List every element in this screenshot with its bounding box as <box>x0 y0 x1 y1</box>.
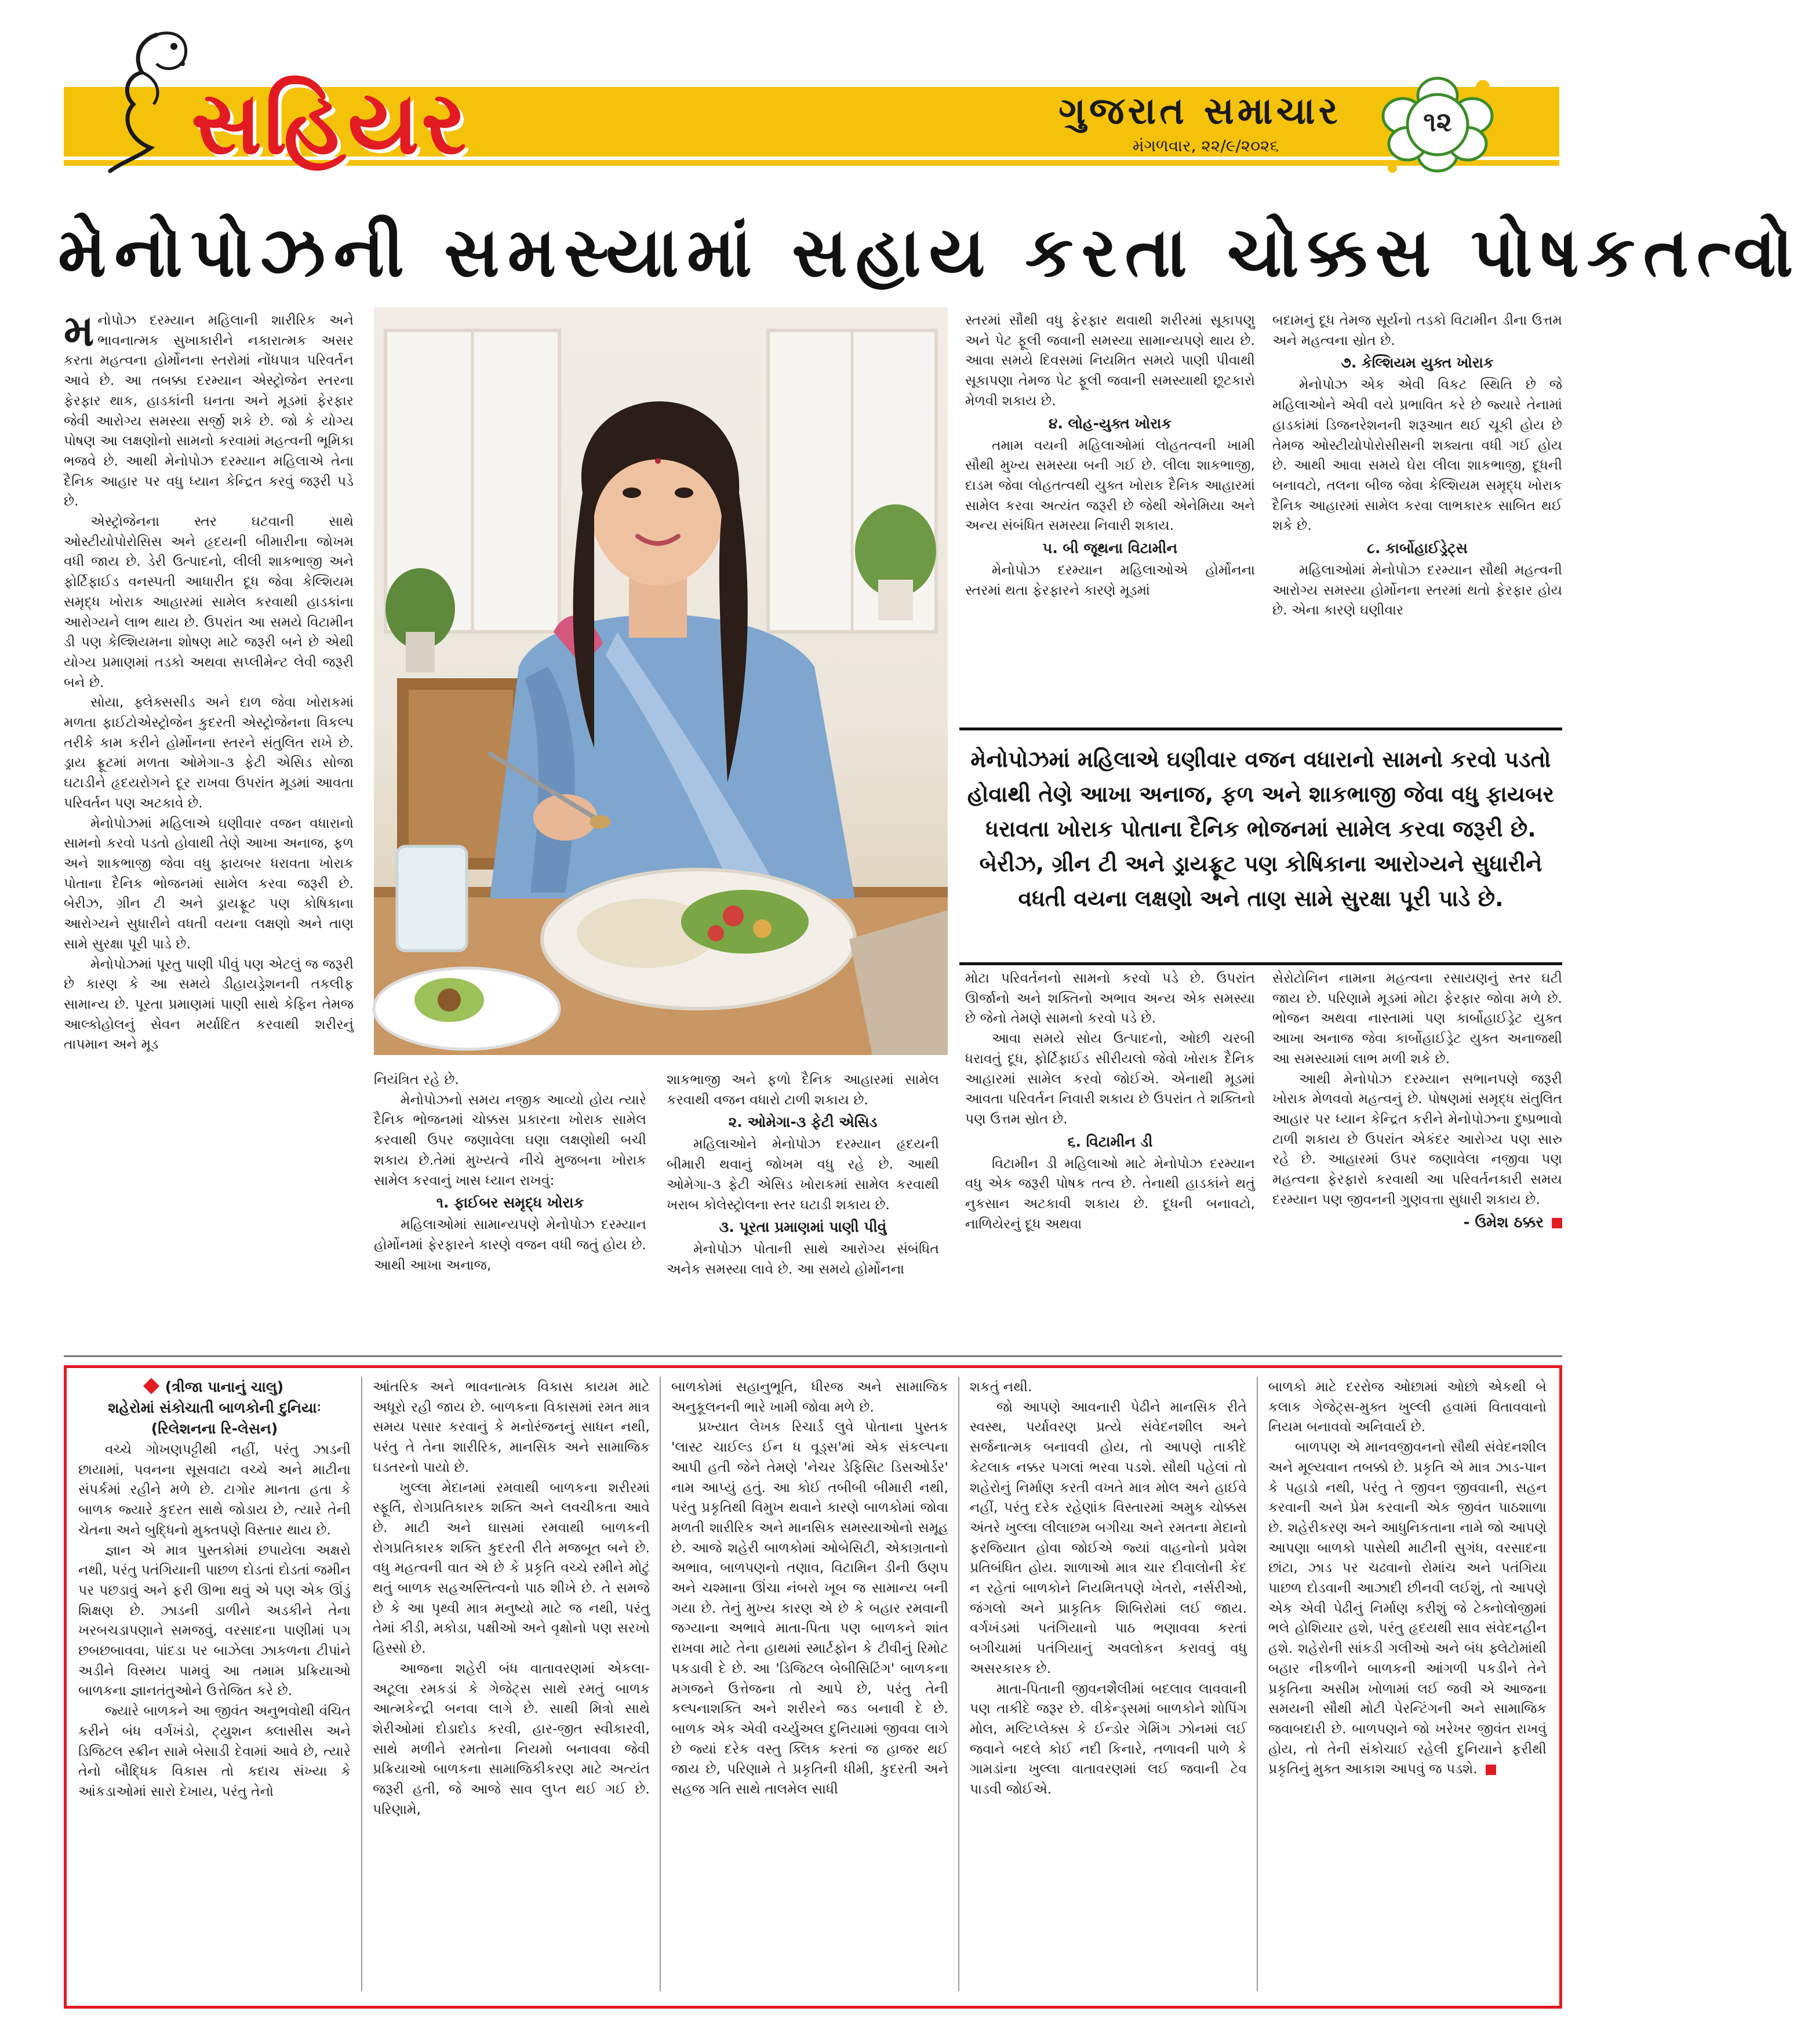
section-divider <box>64 1355 1562 1357</box>
article-column-5-bottom <box>1272 968 1562 1368</box>
article-paragraph: મેનોપોઝનો સમય નજીક આવ્યો હોય ત્યારે દૈનિક ભોજનમાં ચોક્કસ પ્રકારના ખોરાક સામેલ કરવાથી ઉપર જણાવેલા ઘણા લક્ષણોથી બચી શકાય છે.તેમાં મુખ્યત્વે નીચે મુજબના ખોરાક સામેલ કરવાનું ખાસ ધ્યાન રાખવું: <box>374 1091 646 1188</box>
article-paragraph: મેનોપોઝમાં પૂરતુ પાણી પીવું પણ એટલું જ જરૂરી છે કારણ કે આ સમયે ડીહાયડ્રેશનની તકલીફ સામાન્ય છે. પૂરતા પ્રમાણમાં પાણી સાથે કેફિન તેમજ આલ્કોહોલનું સેવન મર્યાદિત કરવાથી શરીરનું તાપમાન અને મૂડ <box>64 955 354 1053</box>
article-paragraph: સોયા, ફ્લેક્સસીડ અને દાળ જેવા ખોરાકમાં મળતા ફાઈટોએસ્ટ્રોજેન કુદરતી એસ્ટ્રોજેનના વિકલ્પ તરીકે કામ કરીને હોર્મોનના સ્તરને સંતુલિત રાખે છે. ડ્રાય ફ્રૂટમાં મળતા ઓમેગા-૩ ફેટી એસિડ સોજા ઘટાડીને હૃદયરોગને દૂર રાખવા ઉપરાંત મૂડમાં આવતા પરિવર્તન પણ અટકાવે છે. <box>64 694 354 811</box>
woman-eating-salad-illustration-icon <box>374 307 948 1055</box>
article-paragraph: આવા સમયે સોય ઉત્પાદનો, ઓછી ચરબી ધરાવતું દૂધ, ફોર્ટિફાઈડ સીરીયલો જેવો ખોરાક દૈનિક આહારમાં સામેલ કરવો જોઈએ. એનાથી મૂડમાં આવતા પરિવર્તન નિવારી શકાય છે ઉપરાંત તે શક્તિનો પણ ઉત્તમ સ્રોત છે. <box>965 1030 1255 1127</box>
article-paragraph: આજના શહેરી બંધ વાતાવરણમાં એકલા-અટૂલા રમકડાં કે ગેજેટ્સ સાથે રમતું બાળક આત્મકેન્દ્રી બનવા લાગે છે. સાથી મિત્રો સાથે શેરીઓમાં દોડાદોડ કરવી, હાર-જીત સ્વીકારવી, સાથે મળીને રમતોના નિયમો બનાવવા જેવી પ્રક્રિયાઓ બાળકના સામાજિકીકરણ માટે અત્યંત જરૂરી હતી, જે આજે સાવ લુપ્ત થઈ ગઈ છે. પરિણામે, <box>373 1660 650 1817</box>
article-paragraph: મહિલાઓને મેનોપોઝ દરમ્યાન હૃદયની બીમારી થવાનું જોખમ વધુ રહે છે. આથી ઓમેગા-૩ ફેટી એસિડ ખોરાકમાં સામેલ કરવાથી ખરાબ કોલેસ્ટ્રોલના સ્તર ઘટાડી શકાય છે. <box>667 1136 939 1213</box>
continued-column-1 <box>78 1377 351 1994</box>
column-divider <box>958 1377 959 1991</box>
article-paragraph: વિટામીન ડી મહિલાઓ માટે મેનોપોઝ દરમ્યાન વધુ એક જરૂરી પોષક તત્વ છે. તેનાથી હાડકાંને થતું નુકસાન અટકાવી શકાય છે. દૂધની બનાવટો, નાળિયેરનું દૂધ અથવા <box>965 1155 1255 1232</box>
article-paragraph: માતા-પિતાની જીવનશૈલીમાં બદલાવ લાવવાની પણ તાકીદે જરૂર છે. વીકેન્ડ્સમાં બાળકોને શોપિંગ મોલ, મલ્ટિપ્લેક્સ કે ઈન્ડોર ગેમિંગ ઝોનમાં લઈ જવાને બદલે કોઈ નદી કિનારે, તળાવની પાળે કે ગામડાંના ખુલ્લા વાતાવરણમાં લઈ જવાની ટેવ પાડવી જોઈએ. <box>970 1680 1247 1798</box>
article-headline: મેનોપોઝની સમસ્યામાં સહાય કરતા ચોક્કસ પોષકતત્વો <box>58 212 1801 292</box>
article-paragraph: સેરોટોનિન નામના મહત્વના રસાયણનું સ્તર ઘટી જાય છે. પરિણામે મૂડમાં મોટા ફેરફાર જોવા મળે છે. ભોજન અથવા નાસ્તામાં પણ કાર્બોહાઈડ્રેટ યુક્ત આખા અનાજ જેવા કાર્બોહાઈડ્રેટ યુક્ત અનાજથી આ સમસ્યામાં લાભ મળી શકે છે. <box>1272 970 1562 1067</box>
masthead <box>0 0 1623 191</box>
article-paragraph: મનોપોઝ દરમ્યાન મહિલાની શારીરિક અને ભાવનાત્મક સુખાકારીને નકારાત્મક અસર કરતા મહત્વના હોર્મોનના સ્તરોમાં નોંધપાત્ર પરિવર્તન આવે છે. આ તબક્કા દરમ્યાન એસ્ટ્રોજેન સ્તરના ફેરફાર થાક, હાડકાંની ઘનતા અને મૂડમાં ફેરફાર જેવી આરોગ્ય સમસ્યા સર્જી શકે છે. જો કે યોગ્ય પોષણ આ લક્ષણોનો સામનો કરવામાં મહત્વની ભૂમિકા ભજવે છે. આથી મેનોપોઝ દરમ્યાન મહિલાએ તેના દૈનિક આહાર પર વધુ ધ્યાન કેન્દ્રિત કરવું જરૂરી પડે છે. <box>64 306 354 510</box>
article-paragraph: બાળકો માટે દરરોજ ઓછામાં ઓછો એકથી બે કલાક ગેજેટ્સ-મુક્ત ખુલ્લી હવામાં વિતાવવાનો નિયમ બનાવવો અનિવાર્ય છે. <box>1268 1379 1547 1435</box>
continued-label: (ત્રીજા પાનાનું ચાલુ) <box>78 1377 351 1398</box>
article-paragraph: ખુલ્લા મેદાનમાં રમવાથી બાળકના શરીરમાં સ્ફૂર્તિ, રોગપ્રતિકારક શક્તિ અને લવચીકતા આવે છે. માટી અને ઘાસમાં રમવાથી બાળકની રોગપ્રતિકારક શક્તિ કુદરતી રીતે મજબૂત બને છે. વધુ મહત્વની વાત એ છે કે પ્રકૃતિ વચ્ચે રમીને મોટું થતું બાળક સહઅસ્તિત્વનો પાઠ શીખે છે. તે સમજે છે કે આ પૃથ્વી માત્ર મનુષ્યો માટે જ નથી, પરંતુ તેમાં કીડી, મકોડા, પક્ષીઓ અને વૃક્ષોનો પણ સરખો હિસ્સો છે. <box>373 1479 650 1657</box>
section-heading: ૫. બી જૂથના વિટામીન <box>1042 540 1178 557</box>
section-heading: ૮. કાર્બોહાઈડ્રેટ્સ <box>1367 540 1468 557</box>
article-paragraph: આંતરિક અને ભાવનાત્મક વિકાસ કાયમ માટે અધૂરો રહી જાય છે. બાળકના વિકાસમાં રમત માત્ર સમય પસાર કરવાનું કે મનોરંજનનું સાધન નથી, પરંતુ તે તેના શારીરિક, માનસિક અને સામાજિક ઘડતરનો પાયો છે. <box>373 1379 650 1475</box>
publication-date: મંગળવાર, ૨૨/૯/૨૦૨૬ <box>1132 136 1279 155</box>
article-paragraph: વચ્ચે ગોખણપટ્ટીથી નહીં, પરંતુ ઝાડની છાયામાં, પવનના સૂસવાટા વચ્ચે અને માટીના સંપર્કમાં રહીને મળે છે. ટાગોર માનતા હતા કે બાળક જ્યારે કુદરત સાથે જોડાય છે, ત્યારે તેની ચેતના અને બુદ્ધિનો મુક્તપણે વિસ્તાર થાય છે. <box>78 1441 351 1538</box>
article-column-3 <box>667 1070 939 1371</box>
article-paragraph: મેનોપોઝ દરમ્યાન મહિલાઓએ હોર્મોનના સ્તરમાં થતા ફેરફારને કારણે મૂડમાં <box>965 562 1255 598</box>
article-paragraph: મેનોપોઝ એક એવી વિકટ સ્થિતિ છે જે મહિલાઓને એવી વયે પ્રભાવિત કરે છે જ્યારે તેનામાં હાડકાંમાં ડિજનરેશનની શરૂઆત થઈ ચૂકી હોય છે તેમજ ઓસ્ટીયોપોરોસીસની શક્યતા વધી ગઈ હોય છે. આથી આવા સમયે ઘેરા લીલા શાકભાજી, દૂધની બનાવટો, તલના બીજ જેવા કેલ્શિયમ સમૃદ્ધ ખોરાક દૈનિક આહારમાં સામેલ કરવા લાભકારક સાબિત થઈ શકે છે. <box>1272 376 1562 534</box>
article-paragraph: બાળકોમાં સહાનુભૂતિ, ધીરજ અને સામાજિક અનુકૂલનની ભારે ખામી જોવા મળે છે. <box>671 1379 948 1415</box>
article-column-1 <box>64 306 354 1374</box>
woman-silhouette-logo-icon <box>87 23 197 174</box>
continued-subtitle: (રિલેશનના રિ-લેસન) <box>151 1420 278 1437</box>
section-heading: ૨. ઓમેગા-૩ ફેટી એસિડ <box>728 1114 878 1131</box>
article-paragraph: બદામનું દૂધ તેમજ સૂર્યનો તડકો વિટામીન ડીના ઉત્તમ અને મહત્વના સ્રોત છે. <box>1272 312 1562 348</box>
page-number: ૧૨ <box>1423 106 1452 137</box>
article-paragraph: એસ્ટ્રોજેનના સ્તર ઘટવાની સાથે ઓસ્ટીયોપોરોસિસ અને હૃદયની બીમારીના જોખમ વધી જાય છે. ડેરી ઉત્પાદનો, લીલી શાકભાજી અને ફોર્ટિફાઈડ વનસ્પતી આધારીત દૂધ જેવા કેલ્શિયમ સમૃદ્ધ ખોરાક આહારમાં સામેલ કરવાથી હાડકાંના આરોગ્યને લાભ થાય છે. ઉપરાંત આ સમયે વિટામીન ડી પણ કેલ્શિયમના શોષણ માટે જરૂરી બને છે એથી યોગ્ય પ્રમાણમાં તડકો અથવા સપ્લીમેન્ટ લેવી જરૂરી બને છે. <box>64 513 354 690</box>
article-paragraph: જ્ઞાન એ માત્ર પુસ્તકોમાં છપાયેલા અક્ષરો નથી, પરંતુ પતંગિયાની પાછળ દોડતાં દોડતાં જમીન પર પછડાવું અને ફરી ઊભા થવું એ પણ એક ઊંડું શિક્ષણ છે. ઝાડની ડાળીને અડકીને તેના ખરબચડાપણાને સમજવું, વરસાદના પાણીમાં પગ છબછબાવવા, પાંદડા પર બાઝેલા ઝાકળના ટીપાંને અડીને વિસ્મય પામવું આ તમામ પ્રક્રિયાઓ બાળકના જ્ઞાનતંતુઓને ઉત્તેજિત કરે છે. <box>78 1541 351 1699</box>
pull-quote-text: મેનોપોઝમાં મહિલાએ ઘણીવાર વજન વધારાનો સામનો કરવો પડતો હોવાથી તેણે આખા અનાજ, ફળ અને શાકભાજી જેવા વધુ ફાયબર ધરાવતા ખોરાક પોતાના દૈનિક ભોજનમાં સામેલ કરવા જરૂરી છે. બેરીઝ, ગ્રીન ટી અને ડ્રાયફ્રૂટ પણ કોષિકાના આરોગ્યને સુધારીને વધતી વયના લક્ષણો અને તાણ સામે સુરક્ષા પૂરી પાડે છે. <box>967 747 1555 911</box>
article-paragraph: મેનોપોઝ પોતાની સાથે આરોગ્ય સંબંધિત અનેક સમસ્યા લાવે છે. આ સમયે હોર્મોનના <box>667 1241 939 1277</box>
article-paragraph: મેનોપોઝમાં મહિલાએ ઘણીવાર વજન વધારાનો સામનો કરવો પડતો હોવાથી તેણે આખા અનાજ, ફળ અને શાકભાજી જેવા વધુ ફાયબર ધરાવતા ખોરાક પોતાના દૈનિક ભોજનમાં સામેલ કરવા જરૂરી છે. બેરીઝ, ગ્રીન ટી અને ડ્રાયફ્રૂટ પણ કોષિકાના આરોગ્યને સુધારીને વધતી વયના લક્ષણો અને તાણ સામે સુરક્ષા પૂરી પાડે છે. <box>64 814 354 952</box>
article-column-4-top <box>965 310 1255 719</box>
article-column-4-bottom <box>965 968 1255 1368</box>
article-paragraph: શાકભાજી અને ફળો દૈનિક આહારમાં સામેલ કરવાથી વજન વધારો ટાળી શકાય છે. <box>667 1071 939 1108</box>
continued-column-4 <box>970 1377 1247 1994</box>
article-paragraph: જ્યારે બાળકને આ જીવંત અનુભવોથી વંચિત કરીને બંધ વર્ગખંડો, ટ્યુશન ક્લાસીસ અને ડિજિટલ સ્ક્રીન સામે બેસાડી દેવામાં આવે છે, ત્યારે તેનો બૌદ્ધિક વિકાસ તો કદાચ સંખ્યા કે આંકડાઓમાં સારો દેખાય, પરંતુ તેનો <box>78 1703 351 1799</box>
article-paragraph: મહિલાઓમાં મેનોપોઝ દરમ્યાન સૌથી મહત્વની આરોગ્ય સમસ્યા હોર્મોનના સ્તરમાં થતો ફેરફાર હોય છે. એના કારણે ઘણીવાર <box>1272 562 1562 619</box>
author-byline: - ઉમેશ ઠક્કર <box>1272 1213 1562 1233</box>
article-paragraph: શકતું નથી. <box>970 1379 1032 1395</box>
article-paragraph: બાળપણ એ માનવજીવનનો સૌથી સંવેદનશીલ અને મૂલ્યવાન તબક્કો છે. પ્રકૃતિ એ માત્ર ઝાડ-પાન કે પહાડો નથી, પરંતુ તે જીવન જીવવાની, સહન કરવાની અને પ્રેમ કરવાની એક જીવંત પાઠશાળા છે. શહેરીકરણ અને આધુનિકતાના નામે જો આપણે આપણા બાળકો પાસેથી માટીની સુગંધ, વરસાદના છાંટા, ઝાડ પર ચઢવાનો રોમાંચ અને પતંગિયા પાછળ દોડવાની આઝાદી છીનવી લઈશું, તો આપણે એક એવી પેઢીનું નિર્માણ કરીશું જે ટેક્નોલોજીમાં ભલે હોશિયાર હશે, પરંતુ હૃદયથી સાવ સંવેદનહીન હશે. શહેરોની સાંકડી ગલીઓ અને બંધ ફ્લેટોમાંથી બહાર નીકળીને બાળકની આંગળી પકડીને તેને પ્રકૃતિના અસીમ ખોળામાં લઈ જવી એ આજના સમયની સૌથી મોટી પેરન્ટિંગની અને સામાજિક જવાબદારી છે. બાળપણને જો ખરેખર જીવંત રાખવું હોય, તો તેની સંકોચાઈ રહેલી દુનિયાને ફરીથી પ્રકૃતિનું મુક્ત આકાશ આપવું જ પડશે. <box>1268 1439 1547 1777</box>
continued-column-3 <box>671 1377 948 1994</box>
article-column-2 <box>374 1070 646 1371</box>
article-column-5-top <box>1272 310 1562 719</box>
newspaper-name: ગુજરાત સમાચાર <box>1058 90 1341 133</box>
article-paragraph: જો આપણે આવનારી પેઢીને માનસિક રીતે સ્વસ્થ, પર્યાવરણ પ્રત્યે સંવેદનશીલ અને સર્જનાત્મક બનાવવી હોય, તો આપણે તાકીદે કેટલાક નક્કર પગલાં ભરવા પડશે. સૌથી પહેલાં તો શહેરોનું નિર્માણ કરતી વખતે માત્ર મોલ અને હાઈવે નહીં, પરંતુ દરેક રહેણાંક વિસ્તારમાં અમુક ચોક્કસ અંતરે ખુલ્લા લીલાછમ બગીચા અને રમતના મેદાનો ફરજિયાત હોવા જોઈએ જ્યાં વાહનોનો પ્રવેશ પ્રતિબંધિત હોય. શાળાઓ માત્ર ચાર દીવાલોની કેદ ન રહેતાં બાળકોને નિયમિતપણે ખેતરો, નર્સરીઓ, જંગલો અને પ્રાકૃતિક શિબિરોમાં લઈ જાય. વર્ગખંડમાં પતંગિયાનો પાઠ ભણાવવા કરતાં બગીચામાં પતંગિયાનું અવલોકન કરાવવું વધુ અસરકારક છે. <box>970 1398 1247 1676</box>
section-heading: ૩. પૂરતા પ્રમાણમાં પાણી પીવું <box>719 1219 887 1236</box>
end-mark-icon <box>1552 1218 1562 1228</box>
article-paragraph: નિયંત્રિત રહે છે. <box>374 1071 459 1088</box>
article-paragraph: આથી મેનોપોઝ દરમ્યાન સભાનપણે જરૂરી ખોરાક મેળવવો મહત્વનું છે. પોષણમાં સમૃદ્ધ સંતુલિત આહાર પર ધ્યાન કેન્દ્રિત કરીને મેનોપોઝના દુષ્પ્રભાવો ટાળી શકાય છે ઉપરાંત એકંદર આરોગ્ય પણ સારુ રહે છે. આહારમાં ઉપર જણાવેલા નજીવા પણ મહત્વના ફેરફારો કરવાથી આ પરિવર્તનકારી સમય દરમ્યાન પણ જીવનની ગુણવત્તા સુધારી શકાય છે. <box>1272 1070 1562 1208</box>
drop-cap: મ <box>64 306 94 356</box>
section-heading: ૧. ફાઈબર સમૃદ્ધ ખોરાક <box>436 1194 584 1212</box>
diamond-bullet-icon <box>143 1378 159 1394</box>
column-divider <box>1257 1377 1258 1991</box>
article-paragraph: પ્રખ્યાત લેખક રિચાર્ડ લુવે પોતાના પુસ્તક 'લાસ્ટ ચાઈલ્ડ ઈન ધ વૂડ્સ'માં એક સંકલ્પના આપી હતી જેને તેમણે 'નેચર ડેફિસિટ ડિસઓર્ડર' નામ આપ્યું હતું. આ કોઈ તબીબી બીમારી નથી, પરંતુ પ્રકૃતિથી વિમુખ થવાને કારણે બાળકોમાં જોવા મળતી શારીરિક અને માનસિક સમસ્યાઓનો સમૂહ છે. આજે શહેરી બાળકોમાં ઓબેસિટી, એકાગ્રતાનો અભાવ, બાળપણનો તણાવ, વિટામિન ડીની ઉણપ અને ચશ્માના ઊંચા નંબરો ખૂબ જ સામાન્ય બની ગયા છે. તેનું મુખ્ય કારણ એ છે કે બહાર રમવાની જગ્યાના અભાવે માતા-પિતા પણ બાળકને શાંત રાખવા માટે તેના હાથમાં સ્માર્ટફોન કે ટીવીનું રિમોટ પકડાવી દે છે. આ 'ડિજિટલ બેબીસિટિંગ' બાળકના મગજને ઉત્તેજના તો આપે છે, પરંતુ તેની કલ્પનાશક્તિ અને શરીરને જડ બનાવી દે છે. બાળક એક એવી વર્ચ્યુઅલ દુનિયામાં જીવવા લાગે છે જ્યાં દરેક વસ્તુ ક્લિક કરતાં જ હાજર થઈ જાય છે, પરિણામે તે પ્રકૃતિની ધીમી, કુદરતી અને સહજ ગતિ સાથે તાલમેલ સાધી <box>671 1419 948 1798</box>
section-heading: ૪. લોહ-યુક્ત ખોરાક <box>1048 414 1171 432</box>
article-paragraph: તમામ વયની મહિલાઓમાં લોહતત્વની ખામી સૌથી મુખ્ય સમસ્યા બની ગઈ છે. લીલા શાકભાજી, દાડમ જેવા લોહતત્વથી યુક્ત ખોરાક દૈનિક આહારમાં સામેલ કરવા અત્યંત જરૂરી છે જેથી એનેમિયા અને અન્ય સંબંધિત સમસ્યા નિવારી શકાય. <box>965 437 1255 534</box>
continued-column-5 <box>1268 1377 1547 1994</box>
section-heading: ૬. વિટામીન ડી <box>1067 1133 1153 1150</box>
article-paragraph: મહિલાઓમાં સામાન્યપણે મેનોપોઝ દરમ્યાન હોર્મોનમાં ફેરફારને કારણે વજન વધી જતું હોય છે. આથી આખા અનાજ, <box>374 1216 646 1273</box>
column-divider <box>660 1377 661 1991</box>
pull-quote <box>959 728 1562 965</box>
article-photo <box>374 307 948 1055</box>
article-paragraph: સ્તરમાં સૌથી વધુ ફેરફાર થવાથી શરીરમાં સૂકાપણુ અને પેટ ફૂલી જવાની સમસ્યા સામાન્યપણે થાય છે. આવા સમયે દિવસમાં નિયમિત સમયે પાણી પીવાથી સૂકાપણા તેમજ પેટ ફૂલી જવાની સમસ્યાથી છૂટકારો મેળવી શકાય છે. <box>965 312 1255 409</box>
supplement-logo-text: સહિયર <box>191 73 469 174</box>
article-paragraph: મોટા પરિવર્તનનો સામનો કરવો પડે છે. ઉપરાંત ઊર્જાનો અને શક્તિનો અભાવ અન્ય એક સમસ્યા છે જેનો તેમણે સામનો કરવો પડે છે. <box>965 970 1255 1027</box>
continued-column-2 <box>373 1377 650 1994</box>
section-heading: ૭. કેલ્શિયમ યુક્ત ખોરાક <box>1341 354 1494 372</box>
end-mark-icon <box>1486 1765 1496 1775</box>
column-divider <box>361 1377 362 1991</box>
continued-title: શહેરોમાં સંકોચાતી બાળકોની દુનિયાઃ <box>108 1399 321 1416</box>
